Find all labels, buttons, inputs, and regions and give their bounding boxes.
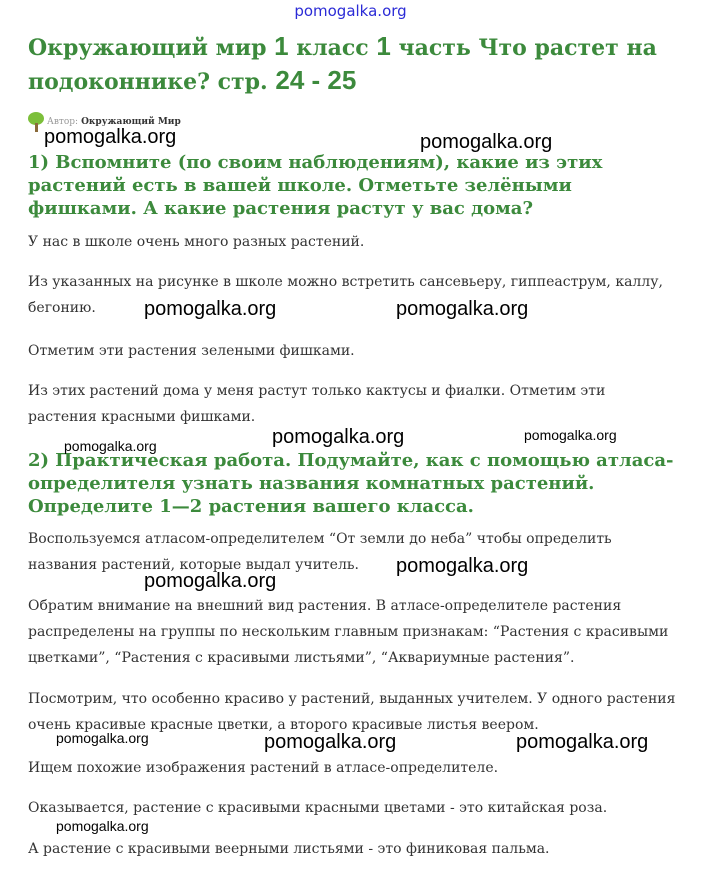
- site-watermark-top: pomogalka.org: [294, 2, 407, 20]
- tree-icon: [28, 112, 44, 132]
- watermark: pomogalka.org: [56, 730, 149, 746]
- answer-paragraph: Обратим внимание на внешний вид растения. В атласе-определителе растения распределены на группы по нескольким главным признакам: “Растения с красивыми цветками”, “Растения с красивыми листьями”, “Аквариумные растения”.: [28, 598, 669, 666]
- watermark: pomogalka.org: [56, 818, 149, 834]
- watermark: pomogalka.org: [524, 427, 617, 443]
- answer-paragraph: Оказывается, растение с красивыми красными цветами - это китайская роза.: [28, 800, 608, 816]
- answer-paragraph: Отметим эти растения зелеными фишками.: [28, 343, 355, 359]
- question-1-heading: 1) Вспомните (по своим наблюдениям), какие из этих растений есть в вашей школе. Отметьте зелёными фишками. А какие растения растут у вас дома?: [28, 152, 603, 219]
- watermark: pomogalka.org: [64, 438, 157, 454]
- author-label: Автор:: [47, 117, 79, 127]
- answer-paragraph: Ищем похожие изображения растений в атласе-определителе.: [28, 760, 499, 776]
- watermark: pomogalka.org: [144, 570, 277, 592]
- answer-paragraph: Из этих растений дома у меня растут только кактусы и фиалки. Отметим эти растения красными фишками.: [28, 383, 606, 425]
- watermark: pomogalka.org: [420, 131, 553, 153]
- author-name-link[interactable]: Окружающий Мир: [81, 117, 181, 127]
- question-2-heading: 2) Практическая работа. Подумайте, как с помощью атласа-определителя узнать названия комнатных растений. Определите 1—2 растения вашего класса.: [28, 450, 674, 517]
- watermark: pomogalka.org: [44, 126, 177, 148]
- watermark: pomogalka.org: [264, 731, 397, 753]
- watermark: pomogalka.org: [516, 731, 649, 753]
- answer-paragraph: А растение с красивыми веерными листьями - это финиковая пальма.: [28, 841, 550, 857]
- page-title: Окружающий мир 1 класс 1 часть Что растет на подоконнике? стр. 24 - 25: [28, 31, 657, 95]
- answer-paragraph: Из указанных на рисунке в школе можно встретить сансевьеру, гиппеаструм, каллу, бегонию.: [28, 274, 663, 316]
- watermark: pomogalka.org: [396, 555, 529, 577]
- answer-paragraph: Воспользуемся атласом-определителем “От земли до неба” чтобы определить названия растений, которые выдал учитель.: [28, 531, 612, 573]
- watermark: pomogalka.org: [396, 298, 529, 320]
- watermark: pomogalka.org: [144, 298, 277, 320]
- watermark: pomogalka.org: [272, 426, 405, 448]
- answer-paragraph: Посмотрим, что особенно красиво у растений, выданных учителем. У одного растения очень красивые красные цветки, а второго красивые листья веером.: [28, 691, 676, 733]
- answer-paragraph: У нас в школе очень много разных растений.: [28, 234, 365, 250]
